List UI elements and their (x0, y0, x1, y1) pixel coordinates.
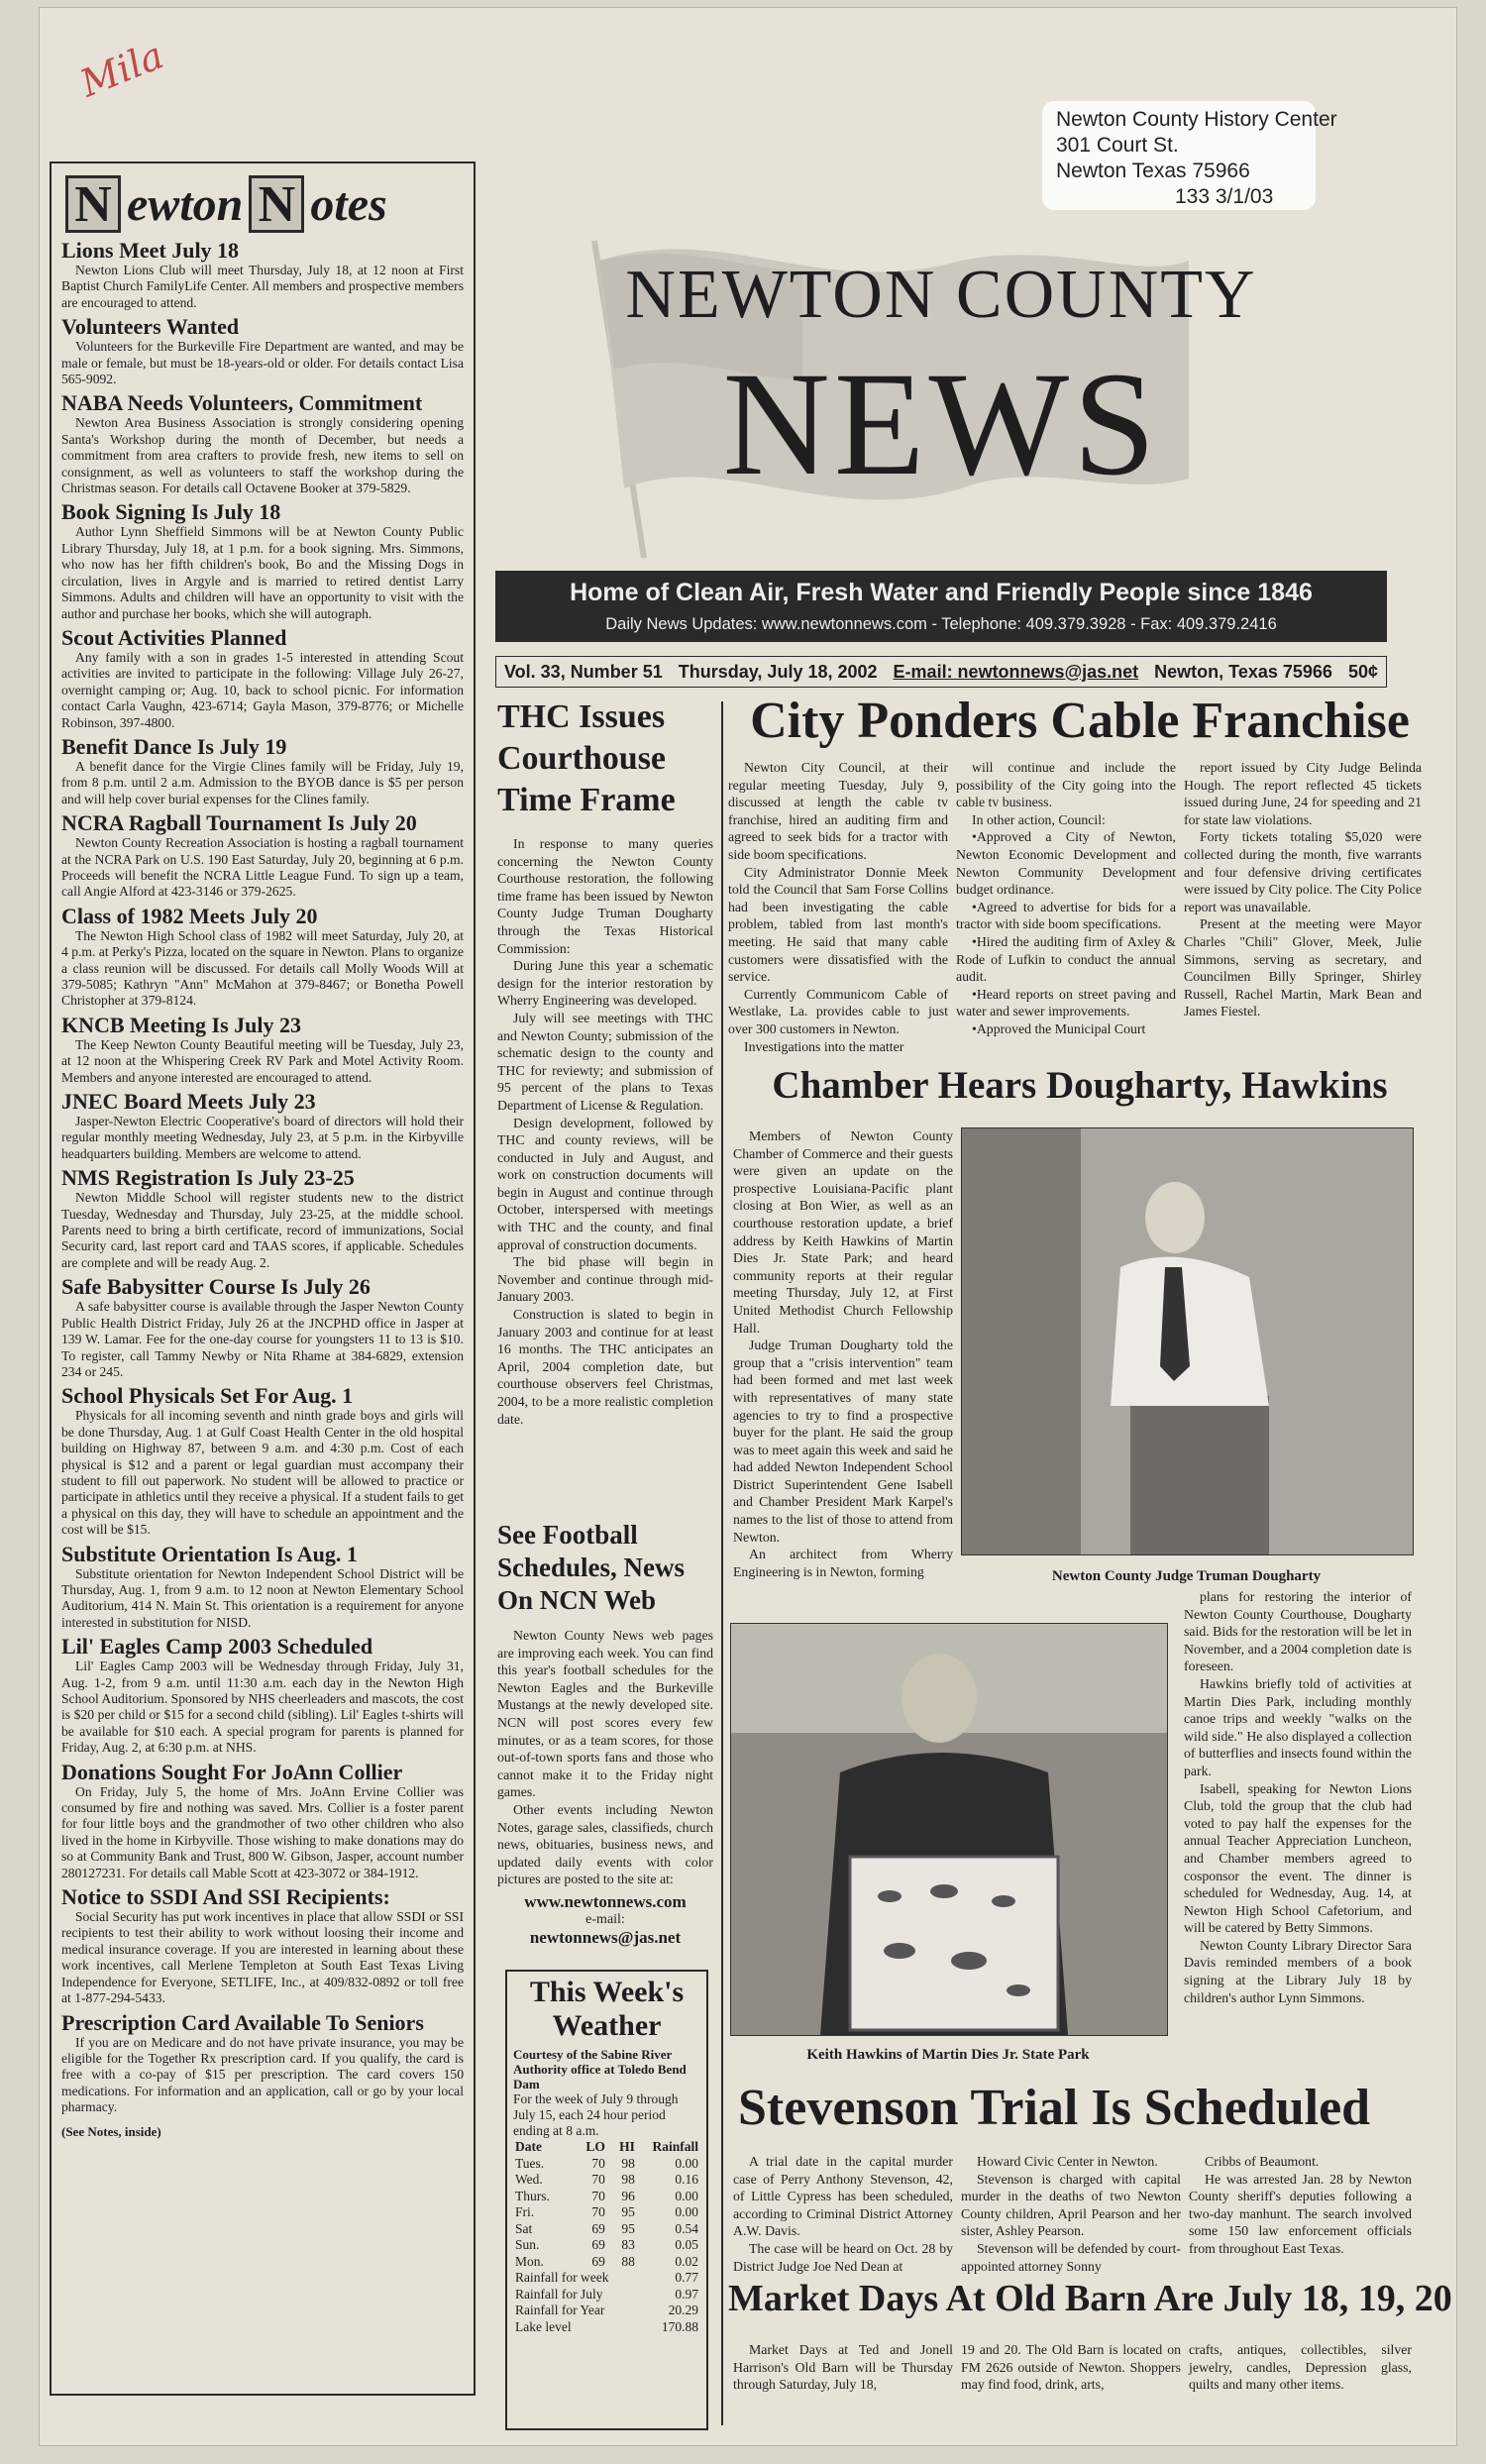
paragraph: •Hired the auditing firm of Axley & Rode of Lufkin to conduct the annual audit. (956, 933, 1176, 985)
note-heading: Book Signing Is July 18 (61, 499, 281, 525)
sticker-line-1: Newton County History Center (1056, 108, 1337, 131)
weather-cell: 69 (591, 2237, 605, 2252)
weather-cell: 95 (621, 2220, 635, 2236)
weather-table (513, 2139, 700, 2335)
issue-info-bar (495, 656, 1387, 688)
paragraph: July will see meetings with THC and Newton County; submission of the schematic design to the county and THC for reviewty; and submission of 95 percent of the plans to Texas Department of License & Regulation. (497, 1010, 713, 1113)
weather-header-cell: Rainfall (652, 2139, 698, 2154)
weather-cell: 0.00 (675, 2188, 698, 2203)
paragraph: Newton City Council, at their regular meeting Tuesday, July 9, discussed at length the cable tv franchise, hired an auditing firm and agreed to seek bids for a tractor with side boom specifications. (728, 760, 948, 862)
weather-header-cell: Date (515, 2139, 542, 2154)
market-text-2: 19 and 20. The Old Barn is located on FM 2626 outside of Newton. Shoppers may find food, drink, arts, (961, 2342, 1181, 2393)
note-heading: Prescription Card Available To Seniors (61, 2009, 424, 2035)
weather-cell: 69 (591, 2220, 605, 2236)
weather-cell: 96 (621, 2188, 635, 2203)
paragraph: Design development, followed by THC and county reviews, will be conducted in July and August, and work on construction documents will begin in August and continue through October, interspersed with meetings with THC and the county, and final approval of construction documents. (497, 1115, 713, 1252)
notes-title-word: otes (310, 177, 387, 231)
photo-hawkins-caption: Keith Hawkins of Martin Dies Jr. State Park (806, 2047, 1090, 2063)
newton-notes-title (65, 175, 464, 233)
weather-box (505, 1970, 708, 2430)
note-body: Social Security has put work incentives in place that allow SSDI or SSI recipients to test their ability to work without loosing their income and medical insurance coverage. If you are interested in learning about these work incentives, call Merlene Templeton at South East Texas Living Independence for Everyone, SETLIFE, Inc., at 409/832-0892 or toll free at 1-877-294-5433. (61, 1909, 464, 2006)
notes-title-word: ewton (127, 177, 244, 231)
weather-total-row (513, 2270, 700, 2287)
note-body: Substitute orientation for Newton Independent School District will be Thursday, Aug. 1, from 9 a.m. to 12 noon at Newton Elementary School Auditorium, 414 N. Main St. This orientation is a requirement for anyone interested in substitution for NISD. (61, 1565, 464, 1630)
weather-total-label: Rainfall for week (515, 2270, 609, 2285)
weather-row (513, 2156, 700, 2173)
weather-cell: 0.00 (675, 2204, 698, 2219)
weather-cell: 0.00 (675, 2155, 698, 2171)
football-article (497, 1519, 713, 1948)
photo-hawkins-image (731, 1624, 1167, 2035)
notes-title-initial: N (65, 175, 121, 233)
note-heading: Substitute Orientation Is Aug. 1 (61, 1541, 358, 1566)
note-body: Author Lynn Sheffield Simmons will be at Newton County Public Library Thursday, July 18, at 1 p.m. for a book signing. Mrs. Simmons, who now has her fifth children's book, Bo and the Missing Dogs in circulation, lives in Argyle and is married to retired dentist Larry Simmons. Adults and children will have an opportunity to visit with the author and purchase her books, which she will autograph. (61, 524, 464, 621)
trial-col-2 (961, 2153, 1181, 2275)
sticker-line-2: 301 Court St. (1056, 134, 1179, 157)
cable-col-1 (728, 759, 948, 1055)
masthead-county: NEWTON COUNTY (625, 257, 1257, 333)
issue-date: Thursday, July 18, 2002 (678, 661, 878, 682)
notes-title-initial: N (249, 175, 304, 233)
paragraph: Currently Communicom Cable of Westlake, La. provides cable to just over 300 customers in Newton. (728, 986, 948, 1036)
note-heading: Scout Activities Planned (61, 624, 287, 650)
football-headline: See Football Schedules, News On NCN Web (497, 1520, 686, 1615)
notes-footer: (See Notes, inside) (61, 2123, 161, 2139)
paragraph: Cribbs of Beaumont. (1205, 2154, 1320, 2169)
market-col-3 (1189, 2341, 1412, 2394)
weather-cell: Wed. (515, 2172, 543, 2187)
paragraph: He was arrested Jan. 28 by Newton County sheriff's deputies following a two-day manhunt. The search involved some 150 law enforcement officials from throughout East Texas. (1189, 2171, 1412, 2256)
note-heading: Volunteers Wanted (61, 314, 240, 340)
paragraph: Investigations into the matter (744, 1038, 904, 1054)
weather-total-value: 20.29 (668, 2303, 698, 2317)
note-body: Newton Area Business Association is strongly considering opening Santa's Workshop during the month of December, but needs a commitment from area crafters to provide fresh, new items to sell on consignment, as well as volunteers to staff the workshop during the Christmas season. For details call Octavene Booker at 379-5829. (61, 415, 464, 496)
weather-row (513, 2221, 700, 2238)
market-col-1 (733, 2341, 953, 2394)
paragraph: The bid phase will begin in November and continue through mid-January 2003. (497, 1254, 713, 1305)
note-body: Jasper-Newton Electric Cooperative's board of directors will hold their regular monthly meeting Wednesday, July 23, at 5 p.m. in the Kirbyville headquarters building. Members are welcome to attend. (61, 1114, 464, 1161)
note-body: If you are on Medicare and do not have private insurance, you may be eligible for the Together Rx prescription card. If you qualify, the card is free with a co-pay of $15 per prescription. The card covers 150 medications. For information and an application, call or go by your local pharmacy. (61, 2034, 464, 2115)
note-heading: Lil' Eagles Camp 2003 Scheduled (61, 1634, 373, 1660)
note-heading: KNCB Meeting Is July 23 (61, 1012, 301, 1037)
trial-headline: Stevenson Trial Is Scheduled (738, 2080, 1371, 2136)
paragraph: The case will be heard on Oct. 28 by District Judge Joe Ned Dean at (733, 2240, 953, 2274)
note-body: Volunteers for the Burkeville Fire Department are wanted, and may be male or female, but must be 18-years-old or older. For details contact Lisa 565-9092. (61, 339, 464, 387)
note-heading: Safe Babysitter Course Is July 26 (61, 1274, 371, 1300)
weather-cell: 0.16 (675, 2172, 698, 2187)
masthead-banner (495, 571, 1387, 642)
note-body: Newton County Recreation Association is hosting a ragball tournament at the NCRA Park on U.S. 190 East Saturday, July 20, beginning at 6 p.m. Proceeds will benefit the NCRA Little League Fund. To sign up a team, call Angie Alford at 423-3146 or 379-2625. (61, 835, 464, 900)
chamber-headline: Chamber Hears Dougharty, Hawkins (772, 1064, 1388, 1107)
note-body: Any family with a son in grades 1-5 interested in attending Scout activities are invited to participate in the following: Village July 26-27, overnight camping or; Aug. 10, back to school picnic. For information contact Carla Vaughn, 423-6714; Gayla Mason, 379-8776; or Michelle Robinson, 397-4800. (61, 649, 464, 730)
paragraph: •Agreed to advertise for bids for a tractor with side boom specifications. (956, 899, 1176, 932)
newspaper-page (40, 8, 1456, 2445)
column-divider (721, 701, 723, 2425)
paragraph: •Heard reports on street paving and water and sewer improvements. (956, 986, 1176, 1019)
weather-title: This Week's Weather (529, 1976, 685, 2042)
masthead-news: NEWS (722, 342, 1160, 506)
weather-cell: 0.54 (675, 2220, 698, 2236)
weather-source: Courtesy of the Sabine River Authority office at Toledo Bend Dam (513, 2047, 687, 2091)
weather-cell: Sun. (515, 2237, 540, 2252)
trial-col-3 (1189, 2153, 1412, 2258)
cable-col-3 (1184, 759, 1422, 1020)
handwritten-mark: Mila (73, 33, 169, 106)
note-body: A benefit dance for the Virgie Clines family will be Friday, July 19, from 8 p.m. until 2 a.m. Admission to the BYOB dance is $5 per person and will help cover burial expenses for the Clines family. (61, 758, 464, 806)
weather-total-label: Rainfall for July (515, 2286, 603, 2302)
paragraph: Forty tickets totaling $5,020 were collected during the month, five warrants and four defensive driving certificates were issued by City police. The City Police report was unavailable. (1184, 829, 1422, 914)
weather-cell: 70 (591, 2204, 605, 2219)
notes-list (61, 239, 464, 2116)
chamber-col-1 (733, 1127, 953, 1580)
paragraph: Isabell, speaking for Newton Lions Club, told the group that the club had voted to pay half the expenses for the annual Teacher Appreciation Luncheon, and Chamber members agreed to cosponsor the event. The dinner is scheduled for Wednesday, Aug. 14, at Newton High School Cafetorium, and will be catered by Betty Simmons. (1184, 1780, 1412, 1936)
weather-cell: Sat (515, 2220, 533, 2236)
weather-header-cell: HI (619, 2139, 635, 2154)
note-heading: Lions Meet July 18 (61, 238, 240, 263)
weather-total-row (513, 2319, 700, 2336)
weather-total-row (513, 2287, 700, 2303)
paragraph: An architect from Wherry Engineering is in Newton, forming (733, 1547, 953, 1579)
note-body: On Friday, July 5, the home of Mrs. JoAnn Ervine Collier was consumed by fire and nothing was saved. Mrs. Collier is a foster parent for four little boys and the grandmother of two other children who also lived in the home in Kirbyville. Those wishing to make donations may do so at Community Bank and Trust, 800 W. Gibson, Jasper, account number 280127231. For details call Mable Scott at 423-3072 or 384-1912. (61, 1783, 464, 1880)
paragraph: City Administrator Donnie Meek told the Council that Sam Forse Collins had been investigating the cable problem, tabled from last month's meeting. He said that many cable customers were dissatisfied with the service. (728, 864, 948, 985)
weather-cell: 69 (591, 2253, 605, 2269)
paragraph: In response to many queries concerning the Newton County Courthouse restoration, the following time frame has been issued by Newton County Judge Truman Dougharty through the Texas Historical Commission: (497, 836, 713, 956)
paragraph: Stevenson will be defended by court-appointed attorney Sonny (961, 2240, 1181, 2274)
weather-cell: Mon. (515, 2253, 544, 2269)
market-text-1: Market Days at Ted and Jonell Harrison's Old Barn will be Thursday through Saturday, July 18, (733, 2342, 953, 2393)
weather-row (513, 2172, 700, 2189)
cable-headline: City Ponders Cable Franchise (750, 693, 1410, 749)
paragraph: Judge Truman Dougharty told the group that a "crisis intervention" team had been formed and met last week with representatives of many state agencies to try to find a prospective buyer for the plant. He said the group was to meet again this week and said he had added Newton Independent School District Superintendent Gene Isabell and Chamber President Mark Karpel's names to the list of those to attend from Newton. (733, 1338, 953, 1545)
note-heading: Notice to SSDI And SSI Recipients: (61, 1884, 390, 1910)
website-link[interactable]: www.newtonnews.com (524, 1891, 687, 1911)
note-heading: Donations Sought For JoAnn Collier (61, 1759, 403, 1784)
photo-judge-dougharty (961, 1127, 1414, 1555)
thc-article (497, 696, 713, 1428)
weather-header-row (513, 2139, 700, 2156)
paragraph: •Approved the Municipal Court (972, 1020, 1146, 1036)
email-label: e-mail: (585, 1911, 625, 1927)
note-heading: Benefit Dance Is July 19 (61, 733, 287, 759)
paragraph: Construction is slated to begin in January 2003 and continue for at least 16 months. The THC anticipates an April, 2004 completion date, but courthouse observers feel Christmas, 2004, to be a more realistic completion date. (497, 1307, 713, 1427)
weather-cell: 70 (591, 2172, 605, 2187)
weather-cell: Fri. (515, 2204, 535, 2219)
chamber-col-2 (1184, 1588, 1412, 2006)
weather-row (513, 2237, 700, 2254)
trial-col-1 (733, 2153, 953, 2275)
price: 50¢ (1347, 661, 1378, 682)
location: Newton, Texas 75966 (1154, 661, 1332, 682)
weather-total-value: 170.88 (661, 2318, 698, 2334)
archive-label-sticker (1042, 101, 1337, 210)
paragraph: report issued by City Judge Belinda Hough. The report reflected 45 tickets issued during June, 24 for speeding and 21 for state law violations. (1184, 760, 1422, 827)
weather-row (513, 2204, 700, 2221)
photo-judge-image (962, 1128, 1413, 1554)
weather-header-cell: LO (585, 2139, 605, 2154)
weather-cell: Thurs. (515, 2188, 550, 2203)
weather-cell: 70 (591, 2155, 605, 2171)
paragraph: During June this year a schematic design for the interior restoration by Wherry Engineering was developed. (497, 958, 713, 1009)
paragraph: A trial date in the capital murder case of Perry Anthony Stevenson, 42, of Little Cypress has been scheduled, according to Criminal District Attorney A.W. Davis. (733, 2154, 953, 2239)
weather-cell: 88 (621, 2253, 635, 2269)
paragraph: will continue and include the possibility of the City going into the cable tv business. (956, 760, 1176, 810)
note-heading: JNEC Board Meets July 23 (61, 1089, 316, 1115)
paragraph: Newton County Library Director Sara Davis reminded members of a book signing at the Library July 18 by children's author Lynn Simmons. (1184, 1937, 1412, 2005)
newton-notes-sidebar (50, 161, 476, 2396)
paragraph: Hawkins briefly told of activities at Martin Dies Park, including monthly canoe trips and weekly "walks on the wild side." He also displayed a collection of butterflies and insects found within the park. (1184, 1675, 1412, 1778)
photo-judge-caption: Newton County Judge Truman Dougharty (1051, 1568, 1322, 1584)
note-heading: NMS Registration Is July 23-25 (61, 1165, 355, 1191)
slogan: Home of Clean Air, Fresh Water and Friendly People since 1846 (570, 579, 1313, 606)
note-body: The Newton High School class of 1982 will meet Saturday, July 20, at 4 p.m. at Perky's Pizza, located on the square in Newton. Plans to organize a class reunion will be discussed. For details call Molly Woods Will at 379-5085; Kathryn "Ann" McMahon at 379-8467; or Bonetha Powell Christopher at 379-8124. (61, 927, 464, 1009)
paragraph: plans for restoring the interior of Newton County Courthouse, Dougharty said. Bids for the restoration will be let in November, and a 2004 completion date is foreseen. (1184, 1589, 1412, 1674)
weather-total-label: Lake level (515, 2318, 572, 2334)
weather-cell: 83 (621, 2237, 635, 2252)
weather-cell: 0.05 (675, 2237, 698, 2252)
sticker-line-4: 133 3/1/03 (1175, 185, 1274, 208)
weather-cell: 98 (621, 2155, 635, 2171)
volume-number: Vol. 33, Number 51 (504, 661, 663, 682)
weather-row (513, 2189, 700, 2205)
market-text-3: crafts, antiques, collectibles, silver jewelry, candles, Depression glass, quilts and many other items. (1189, 2342, 1412, 2393)
weather-total-row (513, 2303, 700, 2319)
paragraph: Present at the meeting were Mayor Charles "Chili" Glover, Meek, Julie Simmons, serving as secretary, and Councilmen Billy Springer, Shirley Russell, Rachel Martin, Mark Bean and James Fiestel. (1184, 916, 1422, 1019)
note-heading: NABA Needs Volunteers, Commitment (61, 390, 423, 416)
weather-total-value: 0.97 (675, 2286, 698, 2302)
weather-intro: For the week of July 9 through July 15, each 24 hour period ending at 8 a.m. (513, 2091, 679, 2138)
weather-total-value: 0.77 (675, 2270, 698, 2285)
paragraph: Members of Newton County Chamber of Commerce and their guests were given an update on the prospective Louisiana-Pacific plant closing at Bon Wier, as well as an courthouse restoration update, a brief address by Keith Hawkins of Martin Dies Jr. State Park; and heard community reports at their regular meeting Thursday, July 12, at First United Methodist Church Fellowship Hall. (733, 1128, 953, 1336)
weather-total-label: Rainfall for Year (515, 2303, 605, 2317)
weather-cell: 70 (591, 2188, 605, 2203)
email-address: E-mail: newtonnews@jas.net (893, 661, 1139, 682)
weather-row (513, 2254, 700, 2271)
sticker-line-3: Newton Texas 75966 (1056, 160, 1250, 182)
note-body: Newton Middle School will register students new to the district Tuesday, Wednesday and Thursday, July 23-25, at the middle school. Parents need to bring a birth certificate, record of immunizations, Social Security card, last report card and TAAS scores, if applicable. Schedules are complete and will be ready Aug. 2. (61, 1190, 464, 1270)
weather-cell: 0.02 (675, 2253, 698, 2269)
paragraph: Newton County News web pages are improving each week. You can find this year's football schedules for the Newton Eagles and the Burkeville Mustangs at the newly developed site. NCN will post scores every few minutes, or as a team scores, for those out-of-town sports fans and those who cannot make it to the Friday night games. (497, 1628, 713, 1800)
paragraph: •Approved a City of Newton, Newton Economic Development and Newton Community Development budget ordinance. (956, 829, 1176, 898)
note-body: Newton Lions Club will meet Thursday, July 18, at 12 noon at First Baptist Church FamilyLife Center. All members and prospective members are encouraged to attend. (61, 263, 464, 310)
weather-cell: Tues. (515, 2155, 545, 2171)
paragraph: In other action, Council: (972, 811, 1106, 827)
cable-col-2 (956, 759, 1176, 1038)
note-body: Lil' Eagles Camp 2003 will be Wednesday through Friday, July 31, Aug. 1-2, from 9 a.m. until 11:30 a.m. each day in the Newton High School Auditorium. Sponsored by NHS cheerleaders and mascots, the cost is $20 per child or $15 for a second child (sibling). Lil' Eagles t-shirts will be available for $10 each. A special program for parents is planned for Friday, Aug. 2, at 6:30 p.m. at NHS. (61, 1659, 464, 1756)
note-body: The Keep Newton County Beautiful meeting will be Tuesday, July 23, at 12 noon at the Whispering Creek RV Park and Motel Activity Room. Members and anyone interested are encouraged to attend. (61, 1036, 464, 1085)
contact-line: Daily News Updates: www.newtonnews.com - Telephone: 409.379.3928 - Fax: 409.379.2416 (605, 615, 1277, 633)
note-heading: NCRA Ragball Tournament Is July 20 (61, 810, 417, 836)
note-heading: Class of 1982 Meets July 20 (61, 903, 318, 928)
paragraph: Other events including Newton Notes, garage sales, classifieds, church news, obituaries, business news, and updated daily events with color pictures are posted to the site at: (497, 1801, 713, 1887)
note-body: A safe babysitter course is available through the Jasper Newton County Public Health District Friday, July 26 at the JNCPHD office in Jasper at 139 W. Lamar. Fee for the one-day course for youngsters 11 to 13 is $10. To register, call Tammy Newby or Nita Rhame at 384-6829, extension 234 or 245. (61, 1299, 464, 1379)
email-link[interactable]: newtonnews@jas.net (529, 1927, 682, 1947)
weather-cell: 95 (621, 2204, 635, 2219)
paragraph: Stevenson is charged with capital murder in the deaths of two Newton County children, April Pearson and her sister, Ashley Pearson. (961, 2171, 1181, 2239)
note-body: Physicals for all incoming seventh and ninth grade boys and girls will be done Thursday, Aug. 1 at Gulf Coast Health Center in the old hospital building on Highway 87, between 9 a.m. and 4:30 p.m. Cost of each physical is $12 and a parent or legal guardian must accompany their student to fill out paperwork. No student will be allowed to practice or participate in athletics until they receive a physical. If a student fails to get a physical on this day, they will have to schedule an appointment and the cost will be $15. (61, 1408, 464, 1538)
thc-headline: THC Issues Courthouse Time Frame (497, 698, 676, 818)
note-heading: School Physicals Set For Aug. 1 (61, 1383, 354, 1409)
photo-keith-hawkins (730, 1623, 1168, 2036)
football-body (497, 1627, 713, 1888)
market-headline: Market Days At Old Barn Are July 18, 19, 20 (728, 2278, 1452, 2319)
weather-cell: 98 (621, 2172, 635, 2187)
thc-body (497, 835, 713, 1428)
paragraph: Howard Civic Center in Newton. (977, 2154, 1158, 2169)
market-col-2 (961, 2341, 1181, 2394)
